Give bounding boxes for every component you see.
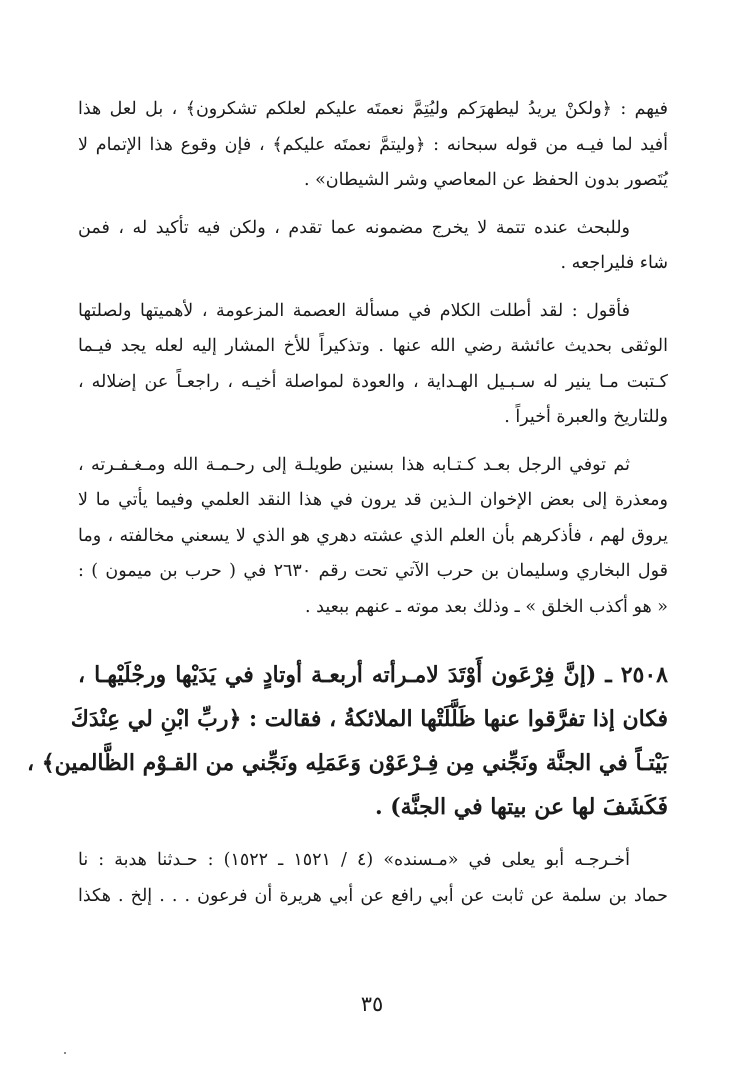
- hadith-line: فكان إذا تفرَّقوا عنها ظَلَّلَتْها الملائكةُ ، فقالت : ﴿ربِّ ابْنِ لي عِنْدَكَ: [70, 706, 668, 732]
- text-line: وللتاريخ والعبرة أخيراً .: [504, 407, 668, 427]
- text-line: يُتَصور بدون الحفظ عن المعاصي وشر الشيطان» .: [303, 170, 668, 190]
- text-line: وللبحث عنده تتمة لا يخرج مضمونه عما تقدم ، ولكن فيه تأكيد له ، فمن: [78, 217, 630, 238]
- text-line: ومعذرة إلى بعض الإخوان الـذين قد يرون في هذا النقد العلمي وفيما يأتي ما لا: [78, 490, 668, 510]
- hadith-line: بَيْتـاً في الجنَّة ونَجِّني مِن فِـرْعَوْن وَعَمَلِه ونَجِّني من القـوْم الظَّالمين﴾ ،: [26, 750, 668, 776]
- paragraph-research-note: [78, 211, 668, 282]
- text-line: ثم توفي الرجل بعـد كـتـابه هذا بسنين طويلـة إلى رحـمـة الله ومـغـفـرته ،: [78, 454, 630, 475]
- text-line: أفيد لما فيـه من قوله سبحانه : ﴿وليتمَّ نعمتَه عليكم﴾ ، فإن وقوع هذا الإتمام لا: [78, 134, 668, 155]
- hadith-line: ٢٥٠٨ ـ (إنَّ فِرْعَون أَوْتَدَ لامـرأته أربعـة أوتادٍ في يَدَيْها ورجْلَيْهـا ،: [78, 662, 668, 688]
- paragraph-quote-continuation: [78, 92, 668, 199]
- hadith-line: فَكَشَفَ لها عن بيتها في الجنَّة) .: [374, 794, 668, 820]
- scan-speck: [64, 1052, 66, 1054]
- paragraph-author-comment: [78, 294, 668, 436]
- text-line: « هو أكذب الخلق » ـ وذلك بعد موته ـ عنهم ببعيد .: [305, 596, 668, 617]
- page-number: ٣٥: [360, 992, 384, 1016]
- paragraph-takhrij: [78, 843, 668, 914]
- text-line: فيهم : ﴿ولكنْ يريدُ ليطهرَكم وليُتِمَّ نعمتَه عليكم لعلكم تشكرون﴾ ، بل لعل هذا: [78, 99, 668, 119]
- text-line: قول البخاري وسليمان بن حرب الآتي تحت رقم ٢٦٣٠ في ( حرب بن ميمون ) :: [78, 561, 668, 581]
- page-body: [26, 92, 668, 914]
- text-line: فأقول : لقد أطلت الكلام في مسألة العصمة المزعومة ، لأهميتها ولصلتها: [78, 300, 630, 321]
- text-line: الوثقى بحديث عائشة رضي الله عنها . وتذكيراً للأخ المشار إليه لعله يجد فيـما: [78, 336, 668, 356]
- text-line: يروق لهم ، فأذكرهم بأن العلم الذي عشته دهري هو الذي لا يسعني مخالفته ، وما: [78, 525, 668, 546]
- paragraph-later-note: [78, 448, 668, 626]
- text-line: حماد بن سلمة عن ثابت عن أبي رافع عن أبي هريرة أن فرعون . . . إلخ . هكذا: [78, 885, 668, 906]
- hadith-2508: [26, 653, 668, 829]
- text-line: شاء فليراجعه .: [560, 253, 668, 273]
- text-line: أخـرجـه أبو يعلى في «مـسنده» (٤ / ١٥٢١ ـ ١٥٢٢) : حـدثنا هدبة : نا: [78, 850, 630, 870]
- text-line: كـتبت مـا ينير له سـبـيل الهـداية ، والعودة لمواصلة أخيـه ، راجعـاً عن إضلاله ،: [78, 371, 668, 392]
